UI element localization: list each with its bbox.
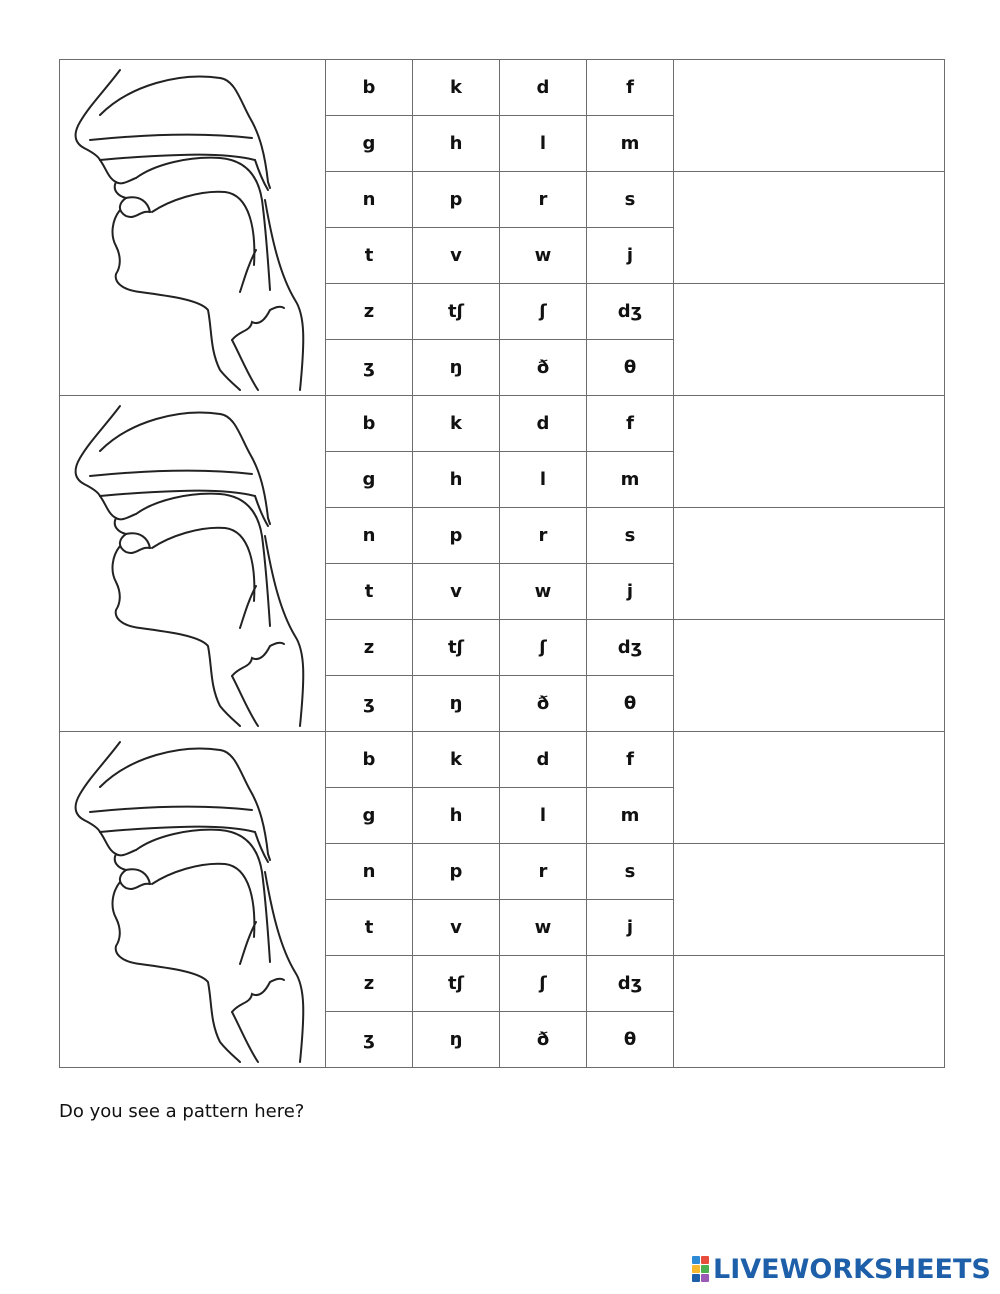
phoneme-cell[interactable]: b bbox=[326, 60, 413, 116]
logo-tile bbox=[692, 1265, 700, 1273]
phoneme-cell[interactable]: k bbox=[413, 60, 500, 116]
phoneme-cell[interactable]: z bbox=[326, 620, 413, 676]
phoneme-cell[interactable]: ʒ bbox=[326, 676, 413, 732]
vocal-tract-image bbox=[60, 732, 326, 1068]
phoneme-cell[interactable]: d bbox=[500, 60, 587, 116]
phoneme-cell[interactable]: h bbox=[413, 116, 500, 172]
phoneme-cell[interactable]: ŋ bbox=[413, 340, 500, 396]
vocal-tract-image bbox=[60, 60, 326, 396]
phoneme-cell[interactable]: w bbox=[500, 564, 587, 620]
phoneme-cell[interactable]: k bbox=[413, 732, 500, 788]
answer-box[interactable] bbox=[674, 284, 945, 396]
phoneme-cell[interactable]: f bbox=[587, 60, 674, 116]
phoneme-cell[interactable]: θ bbox=[587, 676, 674, 732]
phoneme-cell[interactable]: ð bbox=[500, 340, 587, 396]
phoneme-cell[interactable]: n bbox=[326, 172, 413, 228]
phoneme-cell[interactable]: ʒ bbox=[326, 1012, 413, 1068]
phoneme-cell[interactable]: l bbox=[500, 788, 587, 844]
liveworksheets-logo-icon bbox=[692, 1256, 709, 1282]
phoneme-cell[interactable]: l bbox=[500, 452, 587, 508]
phoneme-cell[interactable]: g bbox=[326, 116, 413, 172]
answer-box[interactable] bbox=[674, 172, 945, 284]
phoneme-cell[interactable]: j bbox=[587, 228, 674, 284]
phoneme-cell[interactable]: v bbox=[413, 900, 500, 956]
phoneme-cell[interactable]: z bbox=[326, 284, 413, 340]
phoneme-cell[interactable]: ʃ bbox=[500, 620, 587, 676]
phoneme-cell[interactable]: d bbox=[500, 732, 587, 788]
phoneme-cell[interactable]: s bbox=[587, 172, 674, 228]
phoneme-cell[interactable]: ð bbox=[500, 1012, 587, 1068]
phoneme-cell[interactable]: m bbox=[587, 788, 674, 844]
phoneme-cell[interactable]: w bbox=[500, 900, 587, 956]
phoneme-cell[interactable]: h bbox=[413, 788, 500, 844]
answer-box[interactable] bbox=[674, 956, 945, 1068]
logo-tile bbox=[692, 1274, 700, 1282]
vocal-tract-diagram-icon bbox=[60, 60, 325, 393]
phoneme-cell[interactable]: p bbox=[413, 508, 500, 564]
phoneme-cell[interactable]: p bbox=[413, 172, 500, 228]
phoneme-cell[interactable]: t bbox=[326, 228, 413, 284]
answer-box[interactable] bbox=[674, 732, 945, 844]
phoneme-cell[interactable]: dʒ bbox=[587, 284, 674, 340]
phoneme-cell[interactable]: ŋ bbox=[413, 1012, 500, 1068]
logo-tile bbox=[701, 1265, 709, 1273]
vocal-tract-diagram-icon bbox=[60, 396, 325, 729]
answer-box[interactable] bbox=[674, 844, 945, 956]
phoneme-cell[interactable]: d bbox=[500, 396, 587, 452]
phoneme-cell[interactable]: w bbox=[500, 228, 587, 284]
phoneme-cell[interactable]: r bbox=[500, 508, 587, 564]
phoneme-cell[interactable]: ʃ bbox=[500, 956, 587, 1012]
logo-tile bbox=[692, 1256, 700, 1264]
phoneme-cell[interactable]: r bbox=[500, 844, 587, 900]
phoneme-cell[interactable]: m bbox=[587, 452, 674, 508]
answer-box[interactable] bbox=[674, 508, 945, 620]
answer-box[interactable] bbox=[674, 60, 945, 172]
phoneme-cell[interactable]: s bbox=[587, 508, 674, 564]
vocal-tract-image bbox=[60, 396, 326, 732]
phoneme-cell[interactable]: tʃ bbox=[413, 620, 500, 676]
phoneme-cell[interactable]: ð bbox=[500, 676, 587, 732]
phoneme-cell[interactable]: r bbox=[500, 172, 587, 228]
phoneme-cell[interactable]: g bbox=[326, 788, 413, 844]
phoneme-cell[interactable]: j bbox=[587, 564, 674, 620]
vocal-tract-diagram-icon bbox=[60, 732, 325, 1065]
phoneme-cell[interactable]: n bbox=[326, 844, 413, 900]
phoneme-cell[interactable]: ʒ bbox=[326, 340, 413, 396]
phoneme-cell[interactable]: tʃ bbox=[413, 284, 500, 340]
phoneme-cell[interactable]: f bbox=[587, 396, 674, 452]
logo-tile bbox=[701, 1256, 709, 1264]
phoneme-cell[interactable]: b bbox=[326, 396, 413, 452]
phoneme-cell[interactable]: θ bbox=[587, 340, 674, 396]
phoneme-cell[interactable]: n bbox=[326, 508, 413, 564]
phoneme-cell[interactable]: t bbox=[326, 900, 413, 956]
phoneme-cell[interactable]: t bbox=[326, 564, 413, 620]
answer-box[interactable] bbox=[674, 396, 945, 508]
phoneme-cell[interactable]: s bbox=[587, 844, 674, 900]
phoneme-cell[interactable]: z bbox=[326, 956, 413, 1012]
symbol-row bbox=[60, 60, 945, 116]
phoneme-cell[interactable]: g bbox=[326, 452, 413, 508]
phoneme-cell[interactable]: dʒ bbox=[587, 620, 674, 676]
phoneme-cell[interactable]: j bbox=[587, 900, 674, 956]
worksheet-table bbox=[59, 59, 945, 1068]
phoneme-cell[interactable]: k bbox=[413, 396, 500, 452]
phoneme-cell[interactable]: p bbox=[413, 844, 500, 900]
symbol-row bbox=[60, 396, 945, 452]
phoneme-cell[interactable]: m bbox=[587, 116, 674, 172]
phoneme-cell[interactable]: θ bbox=[587, 1012, 674, 1068]
phoneme-cell[interactable]: l bbox=[500, 116, 587, 172]
phoneme-cell[interactable]: v bbox=[413, 228, 500, 284]
phoneme-cell[interactable]: tʃ bbox=[413, 956, 500, 1012]
brand-name: LIVEWORKSHEETS bbox=[713, 1253, 991, 1285]
phoneme-cell[interactable]: dʒ bbox=[587, 956, 674, 1012]
question-text: Do you see a pattern here? bbox=[59, 1101, 305, 1122]
symbol-row bbox=[60, 732, 945, 788]
phoneme-cell[interactable]: h bbox=[413, 452, 500, 508]
phoneme-cell[interactable]: ʃ bbox=[500, 284, 587, 340]
answer-box[interactable] bbox=[674, 620, 945, 732]
phoneme-cell[interactable]: f bbox=[587, 732, 674, 788]
liveworksheets-brand bbox=[692, 1253, 991, 1285]
phoneme-cell[interactable]: ŋ bbox=[413, 676, 500, 732]
phoneme-cell[interactable]: v bbox=[413, 564, 500, 620]
logo-tile bbox=[701, 1274, 709, 1282]
phoneme-cell[interactable]: b bbox=[326, 732, 413, 788]
